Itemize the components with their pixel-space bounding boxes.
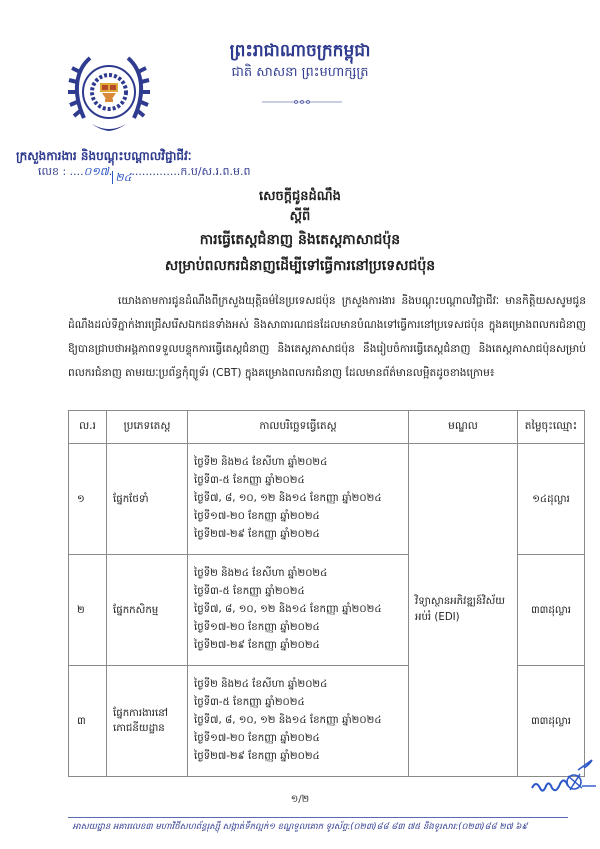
test-center: វិទ្យាស្ថានអភិវឌ្ឍន៍វិស័យអប់រំ (EDI)	[409, 444, 518, 777]
row-number: ៣	[69, 666, 107, 777]
ref-number-handwritten: ០១៧	[83, 165, 109, 178]
test-date: ថ្ងៃទី៣-៥ ខែកញ្ញា ឆ្នាំ២០២៤	[194, 475, 305, 486]
test-date: ថ្ងៃទី២ និង២៤ ខែសីហា ឆ្នាំ២០២៤	[194, 679, 328, 690]
test-dates	[188, 444, 409, 555]
reference-number: លេខ : ....០១៧. ២៤..............ក.ប/ស.រ.ព.ម.ព	[38, 165, 251, 184]
test-date: ថ្ងៃទី១៧-២០ ខែកញ្ញា ឆ្នាំ២០២៤	[194, 733, 320, 744]
registration-fee: ១៤ដុល្លារ	[518, 444, 585, 555]
ornament-divider-icon	[262, 90, 342, 96]
col-header-center: មណ្ឌល	[409, 411, 518, 444]
footer-divider	[68, 817, 568, 818]
test-date: ថ្ងៃទី២៧-២៩ ខែកញ្ញា ឆ្នាំ២០២៤	[194, 640, 320, 651]
ministry-name: ក្រសួងការងារ និងបណ្តុះបណ្តាលវិជ្ជាជីវៈ	[16, 149, 192, 163]
footer-address: អាសយដ្ឋាន អគារលេខ៣ មហាវិថីសហព័ន្ធរុស្ស៊ី សង្កាត់ទឹកល្អក់១ ខណ្ឌទួលគោក ទូរស័ព្ទ:(០២៣)៨៨ ៨៣ ៧៥ និងទូរសារ:(០២៣)៨៨ ២៧ ៦៩	[72, 822, 528, 832]
test-type: ផ្នែកកសិកម្ម	[107, 555, 188, 666]
test-date: ថ្ងៃទី២៧-២៩ ខែកញ្ញា ឆ្នាំ២០២៤	[194, 751, 320, 762]
ref-suffix: ក.ប/ស.រ.ព.ម.ព	[180, 165, 251, 178]
table-header-row	[69, 411, 585, 444]
col-header-fee: តម្លៃចុះឈ្មោះ	[518, 411, 585, 444]
table-row	[69, 444, 585, 555]
test-date: ថ្ងៃទី១៧-២០ ខែកញ្ញា ឆ្នាំ២០២៤	[194, 622, 320, 633]
test-date: ថ្ងៃទី១៧-២០ ខែកញ្ញា ឆ្នាំ២០២៤	[194, 511, 320, 522]
ministry-emblem-icon	[68, 48, 150, 140]
col-header-test-type: ប្រភេទតេស្ត	[107, 411, 188, 444]
test-date: ថ្ងៃទី២ និង២៤ ខែសីហា ឆ្នាំ២០២៤	[194, 568, 328, 579]
page-number: ១/២	[290, 794, 310, 805]
col-header-test-dates: កាលបរិច្ឆេទធ្វើតេស្ត	[188, 411, 409, 444]
test-date: ថ្ងៃទី២ និង២៤ ខែសីហា ឆ្នាំ២០២៤	[194, 457, 328, 468]
test-type: ផ្នែកថែទាំ	[107, 444, 188, 555]
test-date: ថ្ងៃទី៣-៥ ខែកញ្ញា ឆ្នាំ២០២៤	[194, 697, 305, 708]
notice-subject-label: ស្តីពី	[289, 209, 311, 224]
registration-fee: ៣៣ដុល្លារ	[518, 666, 585, 777]
test-schedule-table	[68, 410, 585, 777]
test-date: ថ្ងៃទី៣-៥ ខែកញ្ញា ឆ្នាំ២០២៤	[194, 586, 305, 597]
test-date: ថ្ងៃទី៧, ៨, ១០, ១២ និង១៤ ខែកញ្ញា ឆ្នាំ២០២៤	[194, 715, 382, 726]
national-motto: ជាតិ សាសនា ព្រះមហាក្សត្រ	[231, 65, 369, 80]
notice-subject-line2: សម្រាប់ពលករជំនាញដើម្បីទៅធ្វើការនៅប្រទេសជប៉ុន	[164, 258, 436, 274]
test-dates	[188, 666, 409, 777]
col-header-no: ល.រ	[69, 411, 107, 444]
kingdom-heading: ព្រះរាជាណាចក្រកម្ពុជា	[229, 41, 371, 61]
test-date: ថ្ងៃទី៧, ៨, ១០, ១២ និង១៤ ខែកញ្ញា ឆ្នាំ២០២៤	[194, 604, 382, 615]
row-number: ១	[69, 444, 107, 555]
registration-fee: ៣៣ដុល្លារ	[518, 555, 585, 666]
test-date: ថ្ងៃទី២៧-២៩ ខែកញ្ញា ឆ្នាំ២០២៤	[194, 529, 320, 540]
notice-title: សេចក្តីជូនដំណឹង	[259, 189, 341, 204]
notice-subject-line1: ការធ្វើតេស្តជំនាញ និងតេស្តភាសាជប៉ុន	[199, 232, 401, 248]
notice-body-paragraph: យោងតាមការជូនដំណឹងពីក្រសួងយុត្តិធម៌នៃប្រទេសជប៉ុន ក្រសួងការងារ និងបណ្តុះបណ្តាលវិជ្ជាជីវៈ មានកិត្តិយសសូមជូនដំណឹងដល់ទីភ្នាក់ងារជ្រើសរើសឯកជនទាំងអស់ និងសាធារណជនដែលមានបំណងទៅធ្វើការនៅប្រទេសជប៉ុន ក្នុងគម្រោងពលករជំនាញ ឱ្យបានជ្រាបថាអង្គភាពទទួលបន្ទុកការធ្វើតេស្តជំនាញ និងតេស្តភាសាជប៉ុន នឹងរៀបចំការធ្វើតេស្តជំនាញ និងតេស្តភាសាជប៉ុនសម្រាប់ពលករជំនាញ តាមរយៈប្រព័ន្ធកុំព្យូទ័រ (CBT) ក្នុងគម្រោងពលករជំនាញ ដែលមានព័ត៌មានលម្អិតដូចខាងក្រោម៖	[68, 295, 586, 379]
test-date: ថ្ងៃទី៧, ៨, ១០, ១២ និង១៤ ខែកញ្ញា ឆ្នាំ២០២៤	[194, 493, 382, 504]
row-number: ២	[69, 555, 107, 666]
ref-year-handwritten: ២៤	[112, 171, 131, 184]
test-type: ផ្នែកការងារនៅភោជនីយដ្ឋាន	[107, 666, 188, 777]
ref-label: លេខ :	[38, 165, 67, 178]
test-dates	[188, 555, 409, 666]
